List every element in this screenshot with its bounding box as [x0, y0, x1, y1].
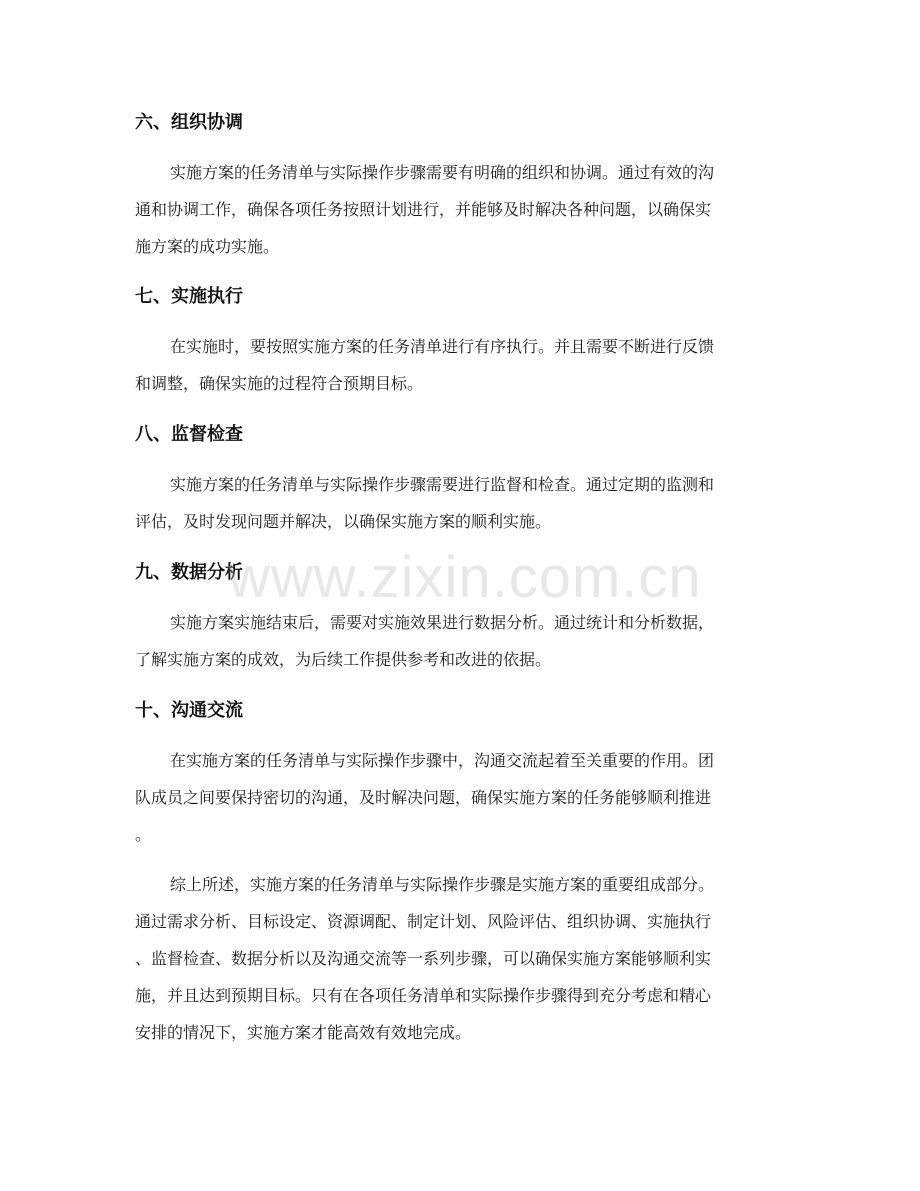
paragraph-line: 队成员之间要保持密切的沟通，及时解决问题，确保实施方案的任务能够顺利推进 [135, 788, 712, 807]
conclusion-paragraph [135, 866, 795, 1051]
paragraph-line: 通和协调工作，确保各项任务按照计划进行，并能够及时解决各种问题，以确保实 [135, 200, 712, 219]
section-paragraph-organization [135, 154, 795, 265]
section-heading-execution: 七、实施执行 [135, 286, 243, 307]
section-heading-organization: 六、组织协调 [135, 112, 243, 133]
paragraph-line: 、监督检查、数据分析以及沟通交流等一系列步骤，可以确保实施方案能够顺利实 [135, 949, 712, 968]
paragraph-line: 实施方案的任务清单与实际操作步骤需要进行监督和检查。通过定期的监测和 [170, 475, 715, 494]
paragraph-line: 在实施方案的任务清单与实际操作步骤中，沟通交流起着至关重要的作用。团 [170, 751, 715, 770]
paragraph-line: 了解实施方案的成效，为后续工作提供参考和改进的依据。 [135, 650, 552, 669]
paragraph-line: 和调整，确保实施的过程符合预期目标。 [135, 374, 424, 393]
paragraph-line: 。 [135, 825, 152, 844]
paragraph-line: 施方案的成功实施。 [135, 237, 280, 256]
paragraph-line: 实施方案的任务清单与实际操作步骤需要有明确的组织和协调。通过有效的沟 [170, 163, 715, 182]
paragraph-line: 安排的情况下，实施方案才能高效有效地完成。 [135, 1023, 472, 1042]
watermark: www.zixin.com.cn [228, 545, 702, 610]
paragraph-line: 实施方案实施结束后，需要对实施效果进行数据分析。通过统计和分析数据， [170, 613, 715, 632]
paragraph-line: 施，并且达到预期目标。只有在各项任务清单和实际操作步骤得到充分考虑和精心 [135, 986, 712, 1005]
section-paragraph-execution [135, 328, 795, 402]
section-paragraph-communication [135, 742, 795, 853]
paragraph-line: 通过需求分析、目标设定、资源调配、制定计划、风险评估、组织协调、实施执行 [135, 912, 712, 931]
paragraph-line: 评估，及时发现问题并解决，以确保实施方案的顺利实施。 [135, 512, 552, 531]
paragraph-line: 在实施时，要按照实施方案的任务清单进行有序执行。并且需要不断进行反馈 [170, 337, 715, 356]
section-paragraph-data-analysis [135, 604, 795, 678]
section-paragraph-supervision [135, 466, 795, 540]
paragraph-line: 综上所述，实施方案的任务清单与实际操作步骤是实施方案的重要组成部分。 [170, 875, 715, 894]
section-heading-supervision: 八、监督检查 [135, 424, 243, 445]
section-heading-data-analysis: 九、数据分析 [135, 562, 243, 583]
section-heading-communication: 十、沟通交流 [135, 700, 243, 721]
